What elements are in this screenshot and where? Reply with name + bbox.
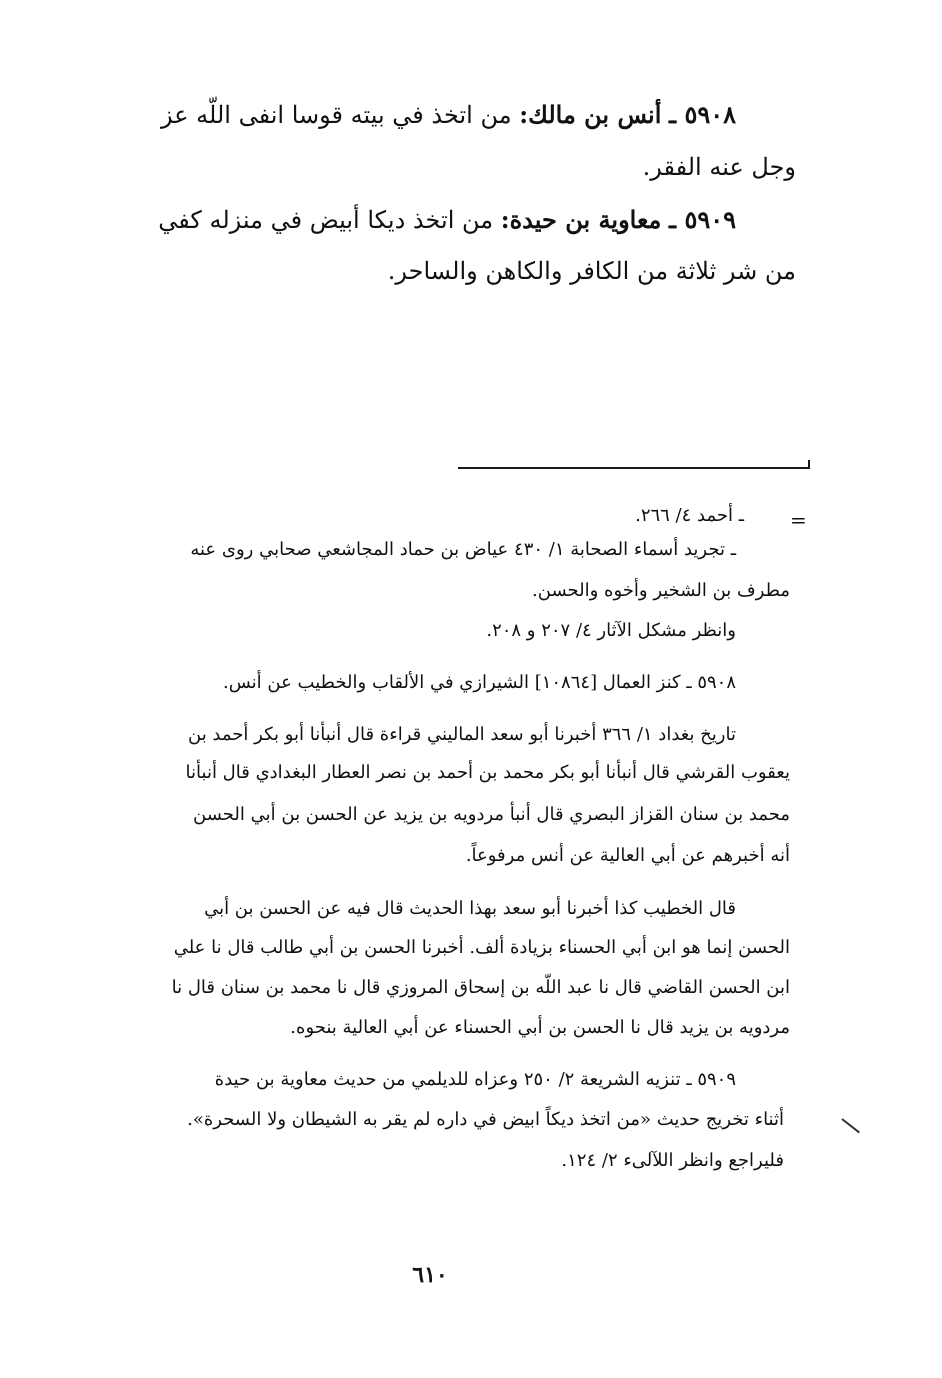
footnote-continuation-mark: = <box>790 508 807 532</box>
footnote-line: أنه أخبرهم عن أبي العالية عن أنس مرفوعاً. <box>465 845 790 866</box>
footnote-line: وانظر مشكل الآثار ٤/ ٢٠٧ و ٢٠٨. <box>486 620 736 641</box>
footnote-line: تاريخ بغداد ١/ ٣٦٦ أخبرنا أبو سعد الماليني قراءة قال أنبأنا أبو بكر أحمد بن <box>188 724 736 745</box>
entry-5908-text: من اتخذ في بيته قوسا انفى اللّه عز <box>160 101 512 129</box>
footnote-line: الحسن إنما هو ابن أبي الحسناء بزيادة ألف. أخبرنا الحسن بن أبي طالب قال نا علي <box>173 937 790 958</box>
footnote-line: ـ أحمد ٤/ ٢٦٦. <box>635 505 744 526</box>
footnote-line: ابن الحسن القاضي قال نا عبد اللّه بن إسحاق المروزي قال نا محمد بن سنان قال نا <box>171 977 790 998</box>
footnote-line: ٥٩٠٨ ـ كنز العمال [١٠٨٦٤] الشيرازي في الألقاب والخطيب عن أنس. <box>222 672 736 693</box>
entry-5908-narrator: أنس بن مالك: <box>519 100 662 129</box>
page-number: ٦١٠ <box>412 1262 448 1288</box>
entry-5908-line-2: وجل عنه الفقر. <box>642 153 796 181</box>
margin-mark <box>841 1118 860 1133</box>
footnote-line: ٥٩٠٩ ـ تنزيه الشريعة ٢/ ٢٥٠ وعزاه للديلمي من حديث معاوية بن حيدة <box>214 1069 736 1090</box>
footnote-line: أثناء تخريج حديث «من اتخذ ديكاً ابيض في داره لم يقر به الشيطان ولا السحرة». <box>187 1109 784 1130</box>
footnote-line: يعقوب القرشي قال أنبأنا أبو بكر محمد بن أحمد بن نصر العطار البغدادي قال أنبأنا <box>185 762 790 783</box>
footnote-line: مطرف بن الشخير وأخوه والحسن. <box>532 580 790 601</box>
entry-5909-narrator: معاوية بن حيدة: <box>500 205 662 234</box>
entry-5909-line-2: من شر ثلاثة من الكافر والكاهن والساحر. <box>387 257 796 285</box>
footnote-line: محمد بن سنان القزاز البصري قال أنبأ مردويه بن يزيد عن الحسن بن أبي الحسن <box>193 804 790 825</box>
footnote-line: قال الخطيب كذا أخبرنا أبو سعد بهذا الحديث قال فيه عن الحسن بن أبي <box>204 898 736 919</box>
footnote-line: ـ تجريد أسماء الصحابة ١/ ٤٣٠ عياض بن حماد المجاشعي صحابي روى عنه <box>190 539 736 560</box>
footnote-line: فليراجع وانظر اللآلىء ٢/ ١٢٤. <box>561 1150 784 1171</box>
entry-5909-text: من اتخذ ديكا أبيض في منزله كفي <box>158 206 494 234</box>
entry-5909-number: ٥٩٠٩ ـ <box>669 205 736 234</box>
footnote-separator-tick <box>808 460 810 469</box>
entry-5908-number: ٥٩٠٨ ـ <box>669 100 736 129</box>
footnote-separator <box>458 467 810 469</box>
footnote-line: مردويه بن يزيد قال نا الحسن بن أبي الحسناء عن أبي العالية بنحوه. <box>290 1017 790 1038</box>
entry-5909-line-1 <box>116 205 736 234</box>
entry-5908-line-1 <box>116 100 736 129</box>
